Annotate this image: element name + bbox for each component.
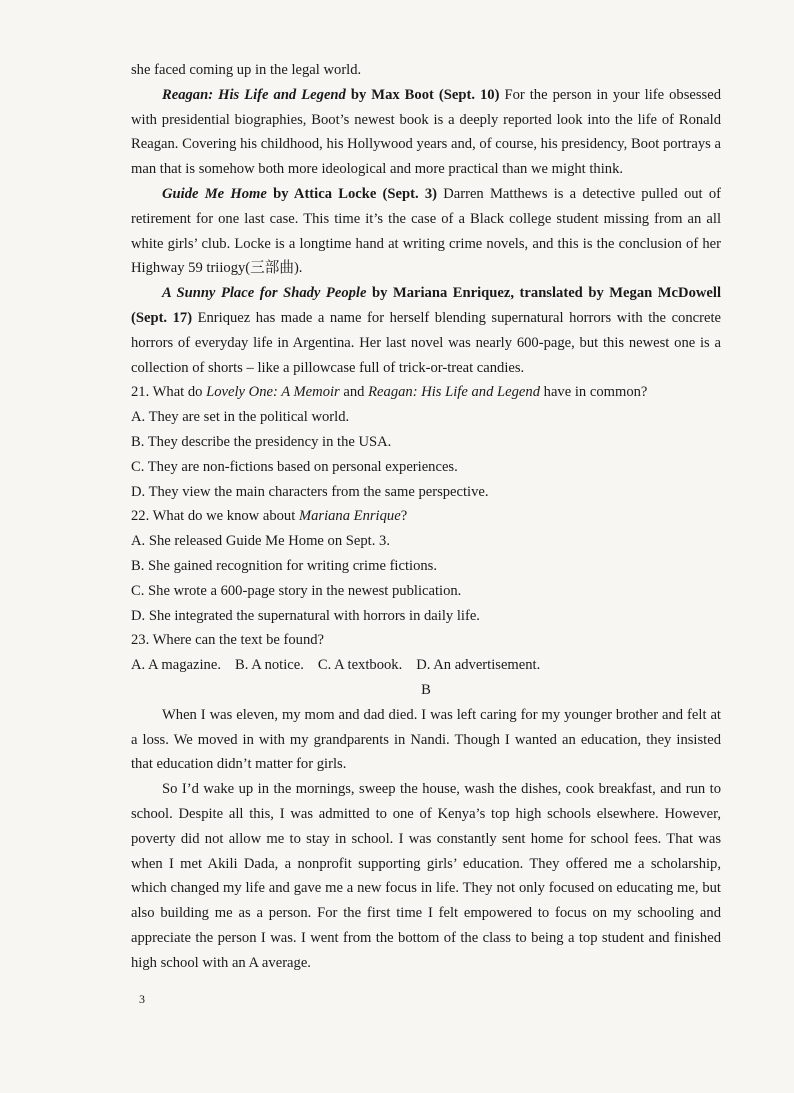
q22-option-c[interactable]: C. She wrote a 600-page story in the newest publication. [131, 582, 462, 599]
book-byline: by Max Boot (Sept. 10) [345, 86, 500, 103]
book-description: For the person in your life obsessed with presidential biographies, Boot’s newest book is a deeply reported look into the life of Ronald Reagan. Covering his childhood, his Hollywood years and, of course, his presidency, Boot portrays a man that is somehow both more ideological and more practical than we might think. [131, 86, 722, 178]
book-byline: by Mariana Enriquez, translated by Megan McDowell (Sept. 17) [131, 285, 721, 326]
q22-option-d[interactable]: D. She integrated the supernatural with horrors in daily life. [131, 607, 480, 624]
question-book-title: Reagan: His Life and Legend [368, 384, 540, 401]
book-entry-reagan [131, 83, 721, 182]
q23-option-b[interactable]: B. A notice. [234, 657, 304, 674]
question-book-title: Lovely One: A Memoir [206, 384, 340, 401]
question-text: ? [400, 508, 408, 525]
page-number: 3 [139, 992, 145, 1006]
question-21 [131, 380, 721, 405]
book-title: Reagan: His Life and Legend [162, 86, 346, 103]
q22-option-a[interactable]: A. She released Guide Me Home on Sept. 3. [131, 533, 390, 550]
q23-option-d[interactable]: D. An advertisement. [416, 657, 541, 674]
q21-option-c[interactable]: C. They are non-fictions based on personal experiences. [131, 458, 458, 475]
q23-options [131, 653, 721, 678]
q21-option-a[interactable]: A. They are set in the political world. [131, 409, 350, 426]
q21-option-d[interactable]: D. They view the main characters from the same perspective. [131, 483, 489, 500]
book-byline: by Attica Locke (Sept. 3) [266, 185, 437, 202]
question-22 [131, 504, 721, 529]
passage-a-continuation: she faced coming up in the legal world. [131, 62, 362, 78]
section-heading-b: B [421, 681, 431, 698]
book-entry-sunny-place [131, 281, 721, 380]
book-entry-guide-me-home [131, 182, 721, 281]
passage-b-paragraph-1: When I was eleven, my mom and dad died. I was left caring for my younger brother and felt at a loss. We moved in with my grandparents in Nandi. Though I wanted an education, they insisted that education didn’t matter for girls. [131, 706, 721, 773]
book-description: Enriquez has made a name for herself blending supernatural horrors with the concrete horrors of everyday life in Argentina. Her last novel was nearly 600-page, but this newest one is a collection of shorts – like a pillowcase full of trick-or-treat candies. [131, 309, 721, 376]
book-title: Guide Me Home [162, 185, 267, 202]
book-description: Darren Matthews is a detective pulled out of retirement for one last case. This time it’s the case of a Black college student missing from an all white girls’ club. Locke is a longtime hand at writing crime novels, and this is the conclusion of her Highway 59 triiogy(三部曲). [131, 185, 721, 277]
q23-option-c[interactable]: C. A textbook. [317, 657, 403, 674]
page-content [131, 58, 721, 975]
question-text: have in common? [540, 384, 648, 401]
passage-b-paragraph-2: So I’d wake up in the mornings, sweep the house, wash the dishes, cook breakfast, and run to school. Despite all this, I was admitted to one of Kenya’s top high schools elsewhere. However, poverty did not allow me to stay in school. I was constantly sent home for school fees. That was when I met Akili Dada, a nonprofit supporting girls’ education. They offered me a scholarship, which changed my life and gave me a new focus in life. They not only focused on educating me, but also building me as a person. For the first time I felt empowered to focus on my schooling and appreciate the person I was. I went from the bottom of the class to being a top student and finished high school with an A average. [131, 781, 721, 971]
q22-option-b[interactable]: B. She gained recognition for writing crime fictions. [131, 557, 437, 574]
question-text: 22. What do we know about [131, 508, 299, 525]
book-title: A Sunny Place for Shady People [162, 285, 367, 302]
q21-option-b[interactable]: B. They describe the presidency in the USA. [131, 433, 392, 450]
question-author-name: Mariana Enrique [298, 508, 401, 525]
q23-option-a[interactable]: A. A magazine. [131, 657, 221, 674]
question-23: 23. Where can the text be found? [131, 632, 325, 649]
question-text: 21. What do [131, 384, 207, 401]
question-text: and [339, 384, 369, 401]
